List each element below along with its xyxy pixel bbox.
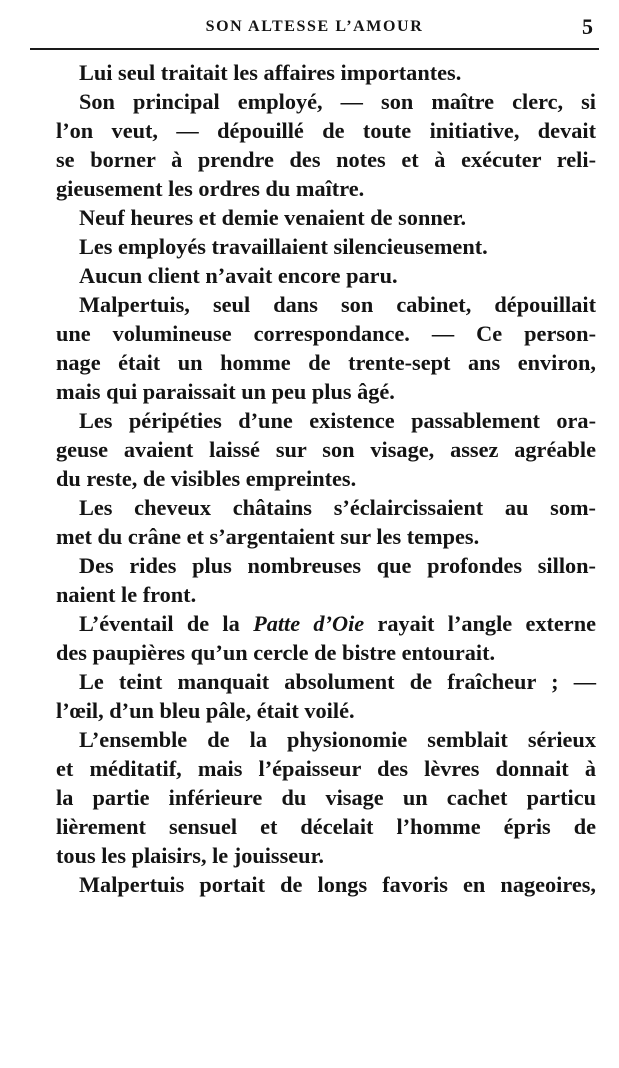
page-number: 5: [582, 14, 593, 39]
text-line: tous les plaisirs, le jouisseur.: [56, 843, 325, 868]
text-line: Malpertuis portait de longs favoris en nageoires,: [79, 872, 596, 897]
paragraph: [33, 203, 596, 232]
italic-phrase: Patte d’Oie: [253, 611, 365, 636]
paragraph: [33, 725, 596, 870]
text-line: des paupières qu’un cercle de bistre entourait.: [56, 640, 496, 665]
text-line: Le teint manquait absolument de fraîcheur ; —: [79, 669, 596, 694]
paragraph: [33, 551, 596, 609]
text-line: Son principal employé, — son maître clerc, si: [79, 89, 596, 114]
text-line: lièrement sensuel et décelait l’homme épris de: [56, 814, 596, 839]
paragraph: [33, 667, 596, 725]
text-line: du reste, de visibles empreintes.: [56, 466, 357, 491]
text-line: geuse avaient laissé sur son visage, assez agréable: [56, 437, 596, 462]
running-head: [30, 12, 599, 38]
text-line: la partie inférieure du visage un cachet particu: [56, 785, 596, 810]
text-line: l’œil, d’un bleu pâle, était voilé.: [56, 698, 355, 723]
running-title: SON ALTESSE L’AMOUR: [205, 18, 424, 35]
text-line: Malpertuis, seul dans son cabinet, dépouillait: [79, 292, 596, 317]
paragraph: [33, 261, 596, 290]
paragraph: [33, 406, 596, 493]
text-line: naient le front.: [56, 582, 197, 607]
paragraph: [33, 870, 596, 899]
paragraph: [33, 290, 596, 406]
text-line: nage était un homme de trente-sept ans environ,: [56, 350, 596, 375]
text-line: met du crâne et s’argentaient sur les tempes.: [56, 524, 480, 549]
text-line: L’ensemble de la physionomie semblait sérieux: [79, 727, 596, 752]
text-fragment: rayait l’angle externe: [364, 611, 597, 636]
text-line: Aucun client n’avait encore paru.: [79, 263, 398, 288]
paragraph: [33, 87, 596, 203]
text-line: Des rides plus nombreuses que profondes sillon-: [79, 553, 596, 578]
text-line: l’on veut, — dépouillé de toute initiative, devait: [56, 118, 596, 143]
text-line: une volumineuse correspondance. — Ce person-: [56, 321, 596, 346]
paragraph: [33, 58, 596, 87]
text-fragment: L’éventail de la: [79, 611, 254, 636]
body-text: [33, 58, 596, 899]
text-line: Lui seul traitait les affaires importantes.: [79, 60, 462, 85]
text-line: et méditatif, mais l’épaisseur des lèvres donnait à: [56, 756, 596, 781]
text-line: mais qui paraissait un peu plus âgé.: [56, 379, 395, 404]
text-line: Les cheveux châtains s’éclaircissaient au som-: [79, 495, 596, 520]
text-line: gieusement les ordres du maître.: [56, 176, 365, 201]
text-line: [33, 609, 596, 638]
header-rule: [30, 48, 599, 50]
text-line: Les employés travaillaient silencieusement.: [79, 234, 488, 259]
text-line: se borner à prendre des notes et à exécuter reli-: [56, 147, 596, 172]
paragraph: [33, 232, 596, 261]
paragraph: [33, 609, 596, 667]
text-line: Neuf heures et demie venaient de sonner.: [79, 205, 467, 230]
paragraph: [33, 493, 596, 551]
text-line: Les péripéties d’une existence passablement ora-: [79, 408, 596, 433]
